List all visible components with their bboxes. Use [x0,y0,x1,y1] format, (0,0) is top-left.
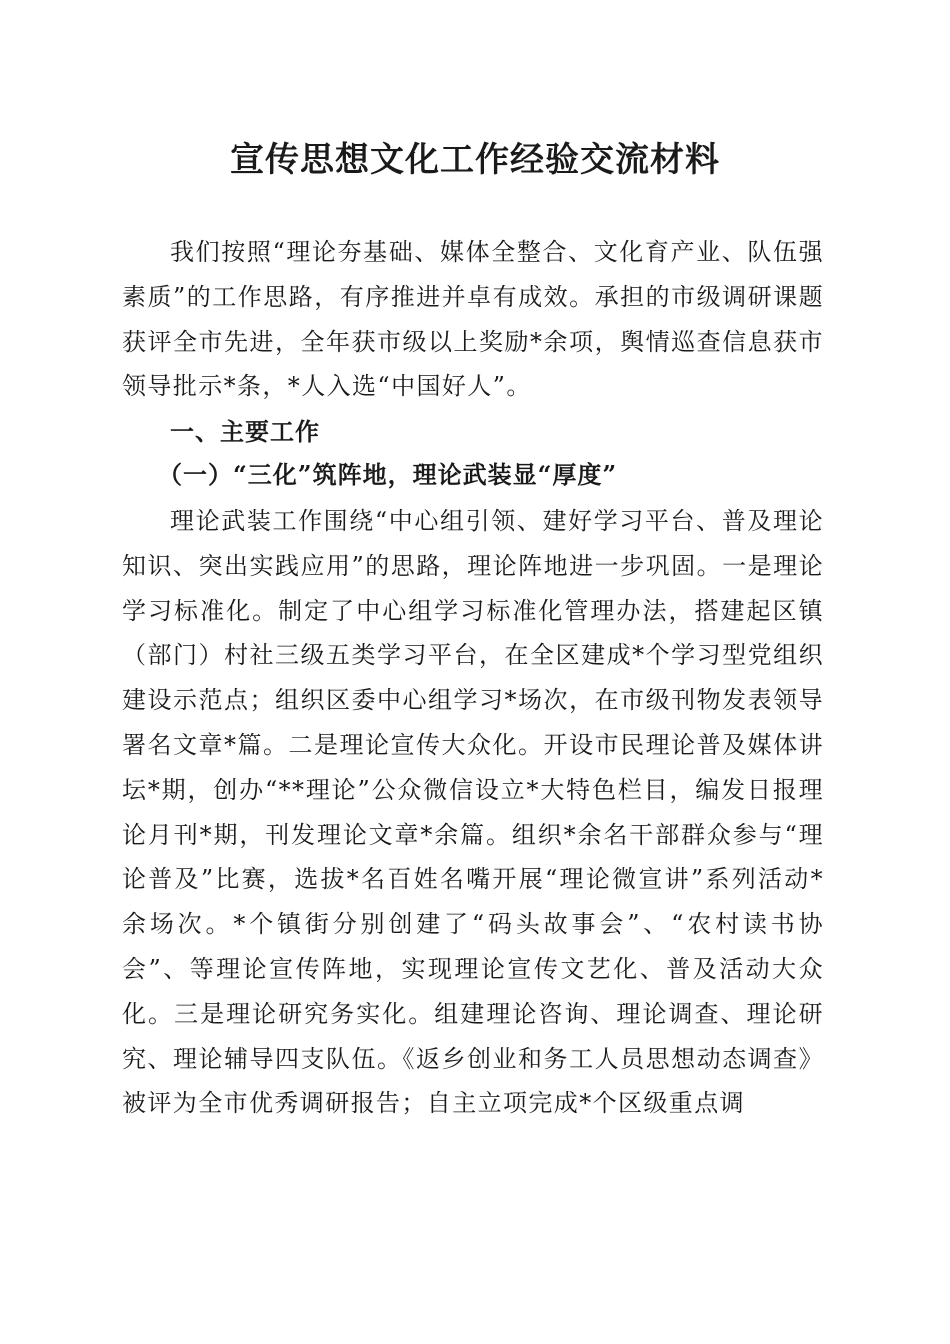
section-heading-main-work: 一、主要工作 [170,418,320,446]
theory-paragraph: 理论武装工作围绕“中心组引领、建好学习平台、普及理论知识、突出实践应用”的思路，理论阵地进一步巩固。一是理论学习标准化。制定了中心组学习标准化管理办法，搭建起区镇（部门）村社三级五类学习平台，在全区建成*个学习型党组织建设示范点；组织区委中心组学习*场次，在市级刊物发表领导署名文章*篇。二是理论宣传大众化。开设市民理论普及媒体讲坛*期，创办“**理论”公众微信设立*大特色栏目，编发日报理论月刊*期，刊发理论文章*余篇。组织*余名干部群众参与“理论普及”比赛，选拔*名百姓名嘴开展“理论微宣讲”系列活动*余场次。*个镇街分别创建了“码头故事会”、“农村读书协会”、等理论宣传阵地，实现理论宣传文艺化、普及活动大众化。三是理论研究务实化。组建理论咨询、理论调查、理论研究、理论辅导四支队伍。《返乡创业和务工人员思想动态调查》被评为全市优秀调研报告；自主立项完成*个区级重点调 [122,507,824,1118]
subsection-heading-theory: （一）“三化”筑阵地，理论武装显“厚度” [158,460,618,489]
intro-paragraph: 我们按照“理论夯基础、媒体全整合、文化育产业、队伍强素质”的工作思路，有序推进并卓有成效。承担的市级调研课题获评全市先进，全年获市级以上奖励*余项，舆情巡查信息获市领导批示*条，*人入选“中国好人”。 [122,238,824,401]
document-title: 宣传思想文化工作经验交流材料 [230,140,720,180]
